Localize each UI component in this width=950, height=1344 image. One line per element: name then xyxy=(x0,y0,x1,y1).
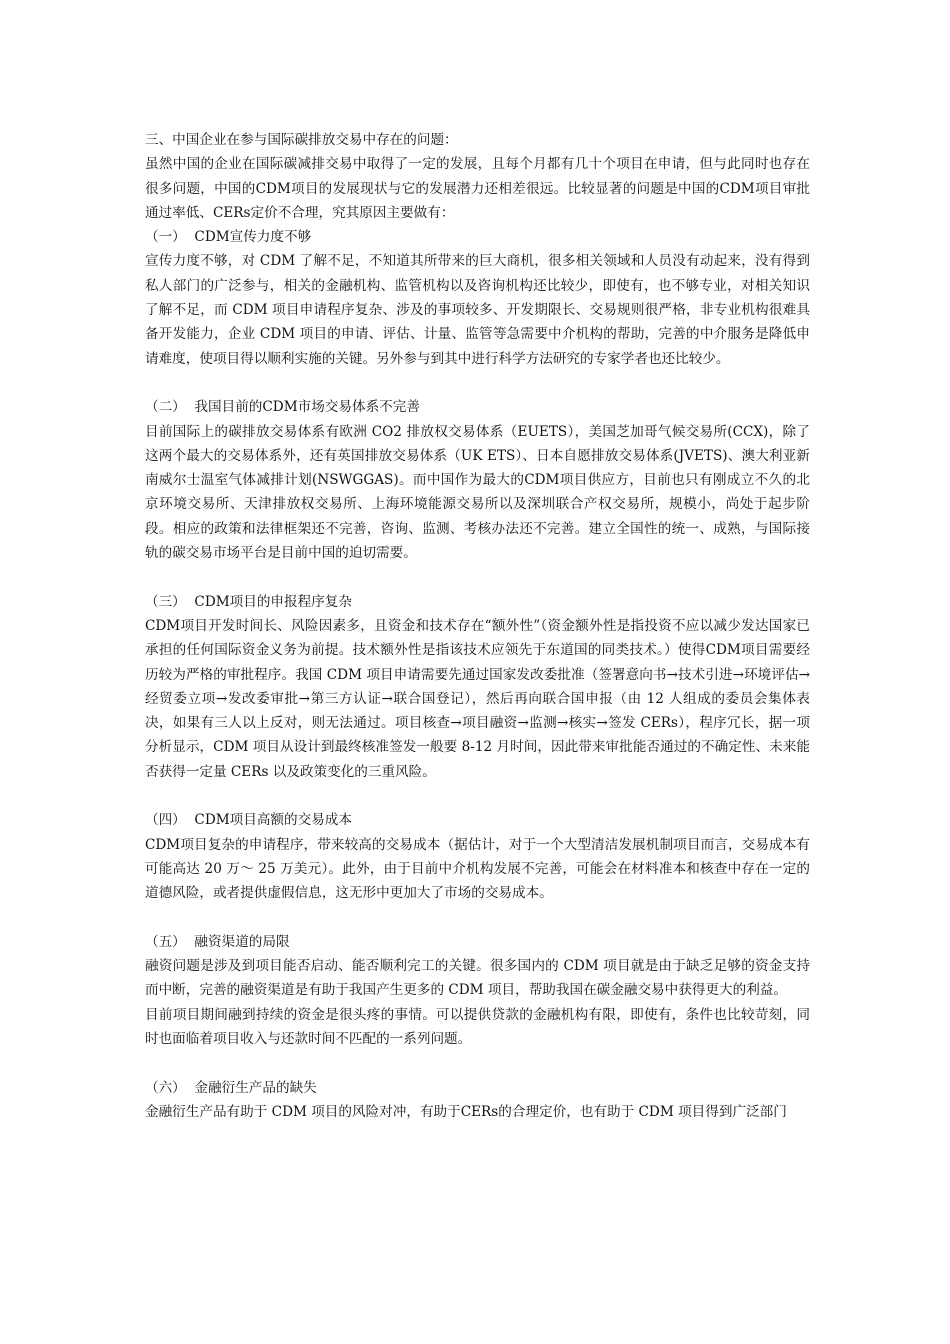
spacer xyxy=(145,565,810,589)
section-5-heading: （五） 融资渠道的局限 xyxy=(145,933,290,950)
section-4-heading: （四） CDM项目高额的交易成本 xyxy=(145,812,352,829)
spacer xyxy=(145,371,810,395)
section-5-paragraph-1: 融资问题是涉及到项目能否启动、能否顺利完工的关键。很多国内的 CDM 项目就是由于缺乏足够的资金支持而中断，完善的融资渠道是有助于我国产生更多的 CDM 项目，帮助我国在碳金融交易中获得更大的利益。 xyxy=(145,958,810,999)
intro-paragraph: 虽然中国的企业在国际碳减排交易中取得了一定的发展，且每个月都有几十个项目在申请，但与此同时也存在很多问题，中国的CDM项目的发展现状与它的发展潜力还相差很远。比较显著的问题是中国的CDM项目审批通过率低、CERs定价不合理，究其原因主要做有： xyxy=(145,156,810,221)
section-3-paragraph-1: CDM项目开发时间长、风险因素多，且资金和技术存在“额外性”（资金额外性是指投资不应以减少发达国家已承担的任何国际资金义务为前提。技术额外性是指该技术应领先于东道国的同类技术。）使得CDM项目需要经历较为严格的审批程序。我国 CDM 项目申请需要先通过国家发改委批准（签署意向书→技术引进→环境评估→经贸委立项→发改委审批→第三方认证→联合国登记），然后再向联合国申报（由 12 人组成的委员会集体表决，如果有三人以上反对，则无法通过。项目核查→项目融资→监测→核实→签发 CERs），程序冗长，据一项分析显示，CDM 项目从设计到最终核准签发一般要 8-12 月时间，因此带来审批能否通过的不确定性、未来能否获得一定量 CERs 以及政策变化的三重风险。 xyxy=(145,617,810,780)
spacer xyxy=(145,906,810,930)
section-4-paragraph-1: CDM项目复杂的申请程序，带来较高的交易成本（据估计，对于一个大型清洁发展机制项目而言，交易成本有可能高达 20 万～ 25 万美元）。此外，由于目前中介机构发展不完善，可能会在材料准本和核查中存在一定的道德风险，或者提供虚假信息，这无形中更加大了市场的交易成本。 xyxy=(145,836,810,902)
section-6-paragraph-1: 金融衍生产品有助于 CDM 项目的风险对冲，有助于CERs的合理定价，也有助于 CDM 项目得到广泛部门 xyxy=(145,1103,787,1120)
spacer xyxy=(145,1051,810,1075)
section-1-paragraph-1: 宣传力度不够，对 CDM 了解不足，不知道其所带来的巨大商机，很多相关领域和人员没有动起来，没有得到私人部门的广泛参与，相关的金融机构、监管机构以及咨询机构还比较少，即使有，也不够专业，对相关知识了解不足，而 CDM 项目申请程序复杂、涉及的事项较多、开发期限长、交易规则很严格，非专业机构很难具备开发能力，企业 CDM 项目的申请、评估、计量、监管等急需要中介机构的帮助，完善的中介服务是降低申请难度，使项目得以顺利实施的关键。另外参与到其中进行科学方法研究的专家学者也还比较少。 xyxy=(145,253,810,367)
spacer xyxy=(145,784,810,808)
section-2-heading: （二） 我国目前的CDM市场交易体系不完善 xyxy=(145,399,420,416)
section-5-paragraph-2: 目前项目期间融到持续的资金是很头疼的事情。可以提供贷款的金融机构有限，即使有，条件也比较苛刻，同时也面临着项目收入与还款时间不匹配的一系列问题。 xyxy=(145,1006,810,1047)
section-6-heading: （六） 金融衍生产品的缺失 xyxy=(145,1079,317,1096)
section-2-paragraph-1: 目前国际上的碳排放交易体系有欧洲 CO2 排放权交易体系（EUETS），美国芝加哥气候交易所(CCX)，除了这两个最大的交易体系外，还有英国排放交易体系（UK ETS）、日本自愿排放交易体系(JVETS)、澳大利亚新南威尔士温室气体减排计划(NSWGGAS)。而中国作为最大的CDM项目供应方，目前也只有刚成立不久的北京环境交易所、天津排放权交易所、上海环境能源交易所以及深圳联合产权交易所，规模小，尚处于起步阶段。相应的政策和法律框架还不完善，咨询、监测、考核办法还不完善。建立全国性的统一、成熟，与国际接轨的碳交易市场平台是目前中国的迫切需要。 xyxy=(145,423,810,562)
section-3-heading: （三） CDM项目的申报程序复杂 xyxy=(145,593,352,610)
document-title: 三、中国企业在参与国际碳排放交易中存在的问题： xyxy=(145,132,458,148)
document-body xyxy=(145,128,810,1124)
section-1-heading: （一） CDM宣传力度不够 xyxy=(145,229,312,246)
